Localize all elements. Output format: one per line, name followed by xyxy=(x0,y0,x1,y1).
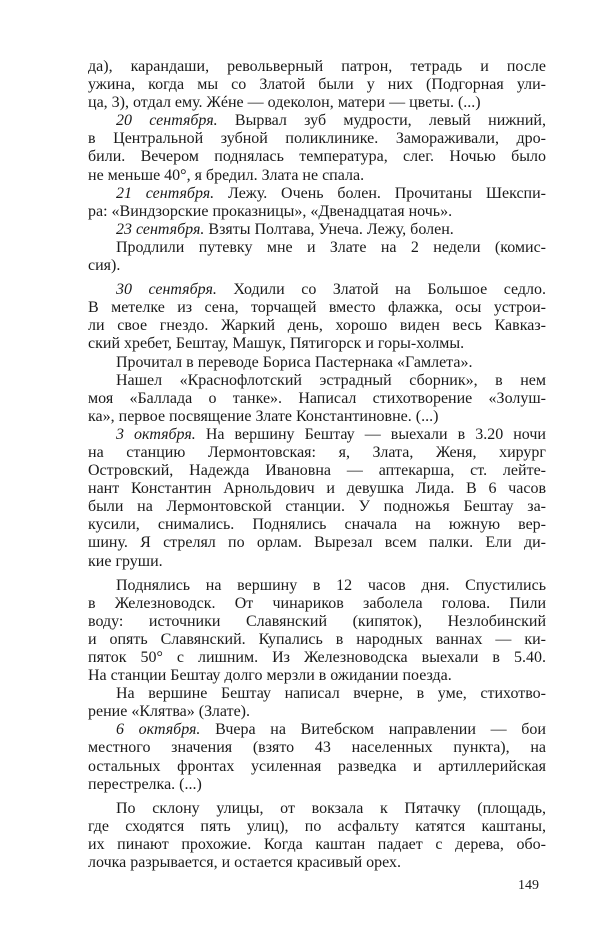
text-line xyxy=(88,685,546,703)
line-text: Поднялись на вершину в 12 часов дня. Спустились xyxy=(116,576,546,594)
line-text: ра: «Виндзорские проказницы», «Двенадцатая ночь». xyxy=(88,202,453,220)
text-line xyxy=(88,577,546,595)
text-line xyxy=(88,94,546,112)
line-text: рение «Клятва» (Злате). xyxy=(88,703,251,721)
text-line xyxy=(88,112,546,130)
text-line xyxy=(88,148,546,166)
line-text: ли свое гнездо. Жаркий день, хорошо виден весь Кавказ- xyxy=(88,317,546,335)
line-text: Ходили со Златой на Большое седло. xyxy=(216,281,546,299)
line-text: кие груши. xyxy=(88,552,163,570)
text-line xyxy=(88,390,546,408)
text-line xyxy=(88,553,546,571)
line-text: По склону улицы, от вокзала к Пятачку (площадь, xyxy=(116,799,546,817)
line-text: нант Константин Арнольдович и девушка Лида. В 6 часов xyxy=(88,480,546,498)
line-text: ца, 3), отдал ему. Жéне — одеколон, матери — цветы. (...) xyxy=(88,94,481,112)
text-line xyxy=(88,800,546,818)
line-text: остальных фронтах усиленная разведка и артиллерийская xyxy=(88,757,546,775)
text-line xyxy=(88,516,546,534)
line-text: На станции Бештау долго мерзли в ожидании поезда. xyxy=(88,667,452,685)
text-line xyxy=(88,462,546,480)
line-text: Вчера на Витебском направлении — бои xyxy=(200,721,546,739)
text-line xyxy=(88,613,546,631)
line-text: сия). xyxy=(88,257,121,275)
text-line xyxy=(88,257,546,275)
line-text: перестрелка. (...) xyxy=(88,775,202,793)
text-line xyxy=(88,221,546,239)
line-text: шину. Я стрелял по орлам. Вырезал всем палки. Ели ди- xyxy=(88,534,546,552)
page-number: 149 xyxy=(518,878,539,893)
line-text: в Железноводск. От чинариков заболела голова. Пили xyxy=(88,594,546,612)
text-line xyxy=(88,354,546,372)
line-text: лочка разрывается, и остается красивый орех. xyxy=(88,854,402,872)
text-line xyxy=(88,167,546,185)
line-text: Лежу. Очень болен. Прочитаны Шекспи- xyxy=(214,184,546,202)
text-line xyxy=(88,854,546,872)
line-text: На вершину Бештау — выехали в 3.20 ночи xyxy=(195,425,546,443)
page-body xyxy=(88,58,546,872)
line-text: На вершине Бештау написал вчерне, в уме, стихотво- xyxy=(116,685,546,703)
text-line xyxy=(88,818,546,836)
line-text: ужина, когда мы со Златой были у них (Подгорная ули- xyxy=(88,76,546,94)
text-line xyxy=(88,130,546,148)
text-line xyxy=(88,649,546,667)
line-text: не меньше 40°, я бредил. Злата не спала. xyxy=(88,166,365,184)
line-text: Вырвал зуб мудрости, левый нижний, xyxy=(217,112,546,130)
text-line xyxy=(88,758,546,776)
text-line xyxy=(88,281,546,299)
line-text: били. Вечером поднялась температура, слег. Ночью было xyxy=(88,148,546,166)
text-line xyxy=(88,776,546,794)
line-text: Прочитал в переводе Бориса Пастернака «Гамлета». xyxy=(116,353,473,371)
line-text: В метелке из сена, торчащей вместо флажка, осы устрои- xyxy=(88,299,546,317)
text-line xyxy=(88,76,546,94)
text-line xyxy=(88,595,546,613)
line-text: пяток 50° с лишним. Из Железноводска выехали в 5.40. xyxy=(88,649,546,666)
line-text: ка», первое посвящение Злате Константиновне. (...) xyxy=(88,407,439,425)
line-text: Островский, Надежда Ивановна — аптекарша, ст. лейте- xyxy=(88,462,546,480)
text-line xyxy=(88,203,546,221)
line-text: в Центральной зубной поликлинике. Замораживали, дро- xyxy=(88,130,546,148)
line-text: где сходятся пять улиц), по асфальту катятся каштаны, xyxy=(88,817,546,835)
entry-date: 21 сентября. xyxy=(116,184,215,202)
text-line xyxy=(88,317,546,335)
line-text: воду: источники Славянский (кипяток), Незлобинский xyxy=(88,612,546,630)
text-line xyxy=(88,58,546,76)
text-line xyxy=(88,534,546,552)
line-text: ский хребет, Бештау, Машук, Пятигорск и горы-холмы. xyxy=(88,335,465,353)
text-line xyxy=(88,335,546,353)
text-line xyxy=(88,498,546,516)
entry-date: 3 октября. xyxy=(116,425,196,443)
line-text: местного значения (взято 43 населенных пункта), на xyxy=(88,739,546,757)
text-line xyxy=(88,631,546,649)
line-text: и опять Славянский. Купались в народных ваннах — ки- xyxy=(88,630,546,648)
text-line xyxy=(88,721,546,739)
text-line xyxy=(88,299,546,317)
line-text: Нашел «Краснофлотский эстрадный сборник», в нем xyxy=(116,371,546,389)
text-line xyxy=(88,703,546,721)
text-line xyxy=(88,426,546,444)
text-line xyxy=(88,836,546,854)
line-text: их пинают прохожие. Когда каштан падает с дерева, обо- xyxy=(88,835,546,853)
entry-date: 23 сентября. xyxy=(116,220,205,238)
line-text: кусили, снимались. Поднялись сначала на южную вер- xyxy=(88,516,546,534)
line-text: Взяты Полтава, Унеча. Лежу, болен. xyxy=(204,220,454,238)
line-text: моя «Баллада о танке». Написал стихотворение «Золуш- xyxy=(88,389,546,407)
text-line xyxy=(88,444,546,462)
line-text: на станцию Лермонтовская: я, Злата, Женя, хирург xyxy=(88,443,546,461)
line-text: были на Лермонтовской станции. У подножья Бештау за- xyxy=(88,498,546,516)
line-text: Продлили путевку мне и Злате на 2 недели (комис- xyxy=(116,238,546,256)
text-line xyxy=(88,739,546,757)
entry-date: 20 сентября. xyxy=(116,112,218,130)
entry-date: 30 сентября. xyxy=(116,281,217,299)
text-line xyxy=(88,480,546,498)
text-line xyxy=(88,185,546,203)
text-line xyxy=(88,408,546,426)
text-line xyxy=(88,239,546,257)
text-line xyxy=(88,667,546,685)
text-line xyxy=(88,372,546,390)
entry-date: 6 октября. xyxy=(116,721,201,739)
line-text: да), карандаши, револьверный патрон, тетрадь и после xyxy=(88,58,546,75)
